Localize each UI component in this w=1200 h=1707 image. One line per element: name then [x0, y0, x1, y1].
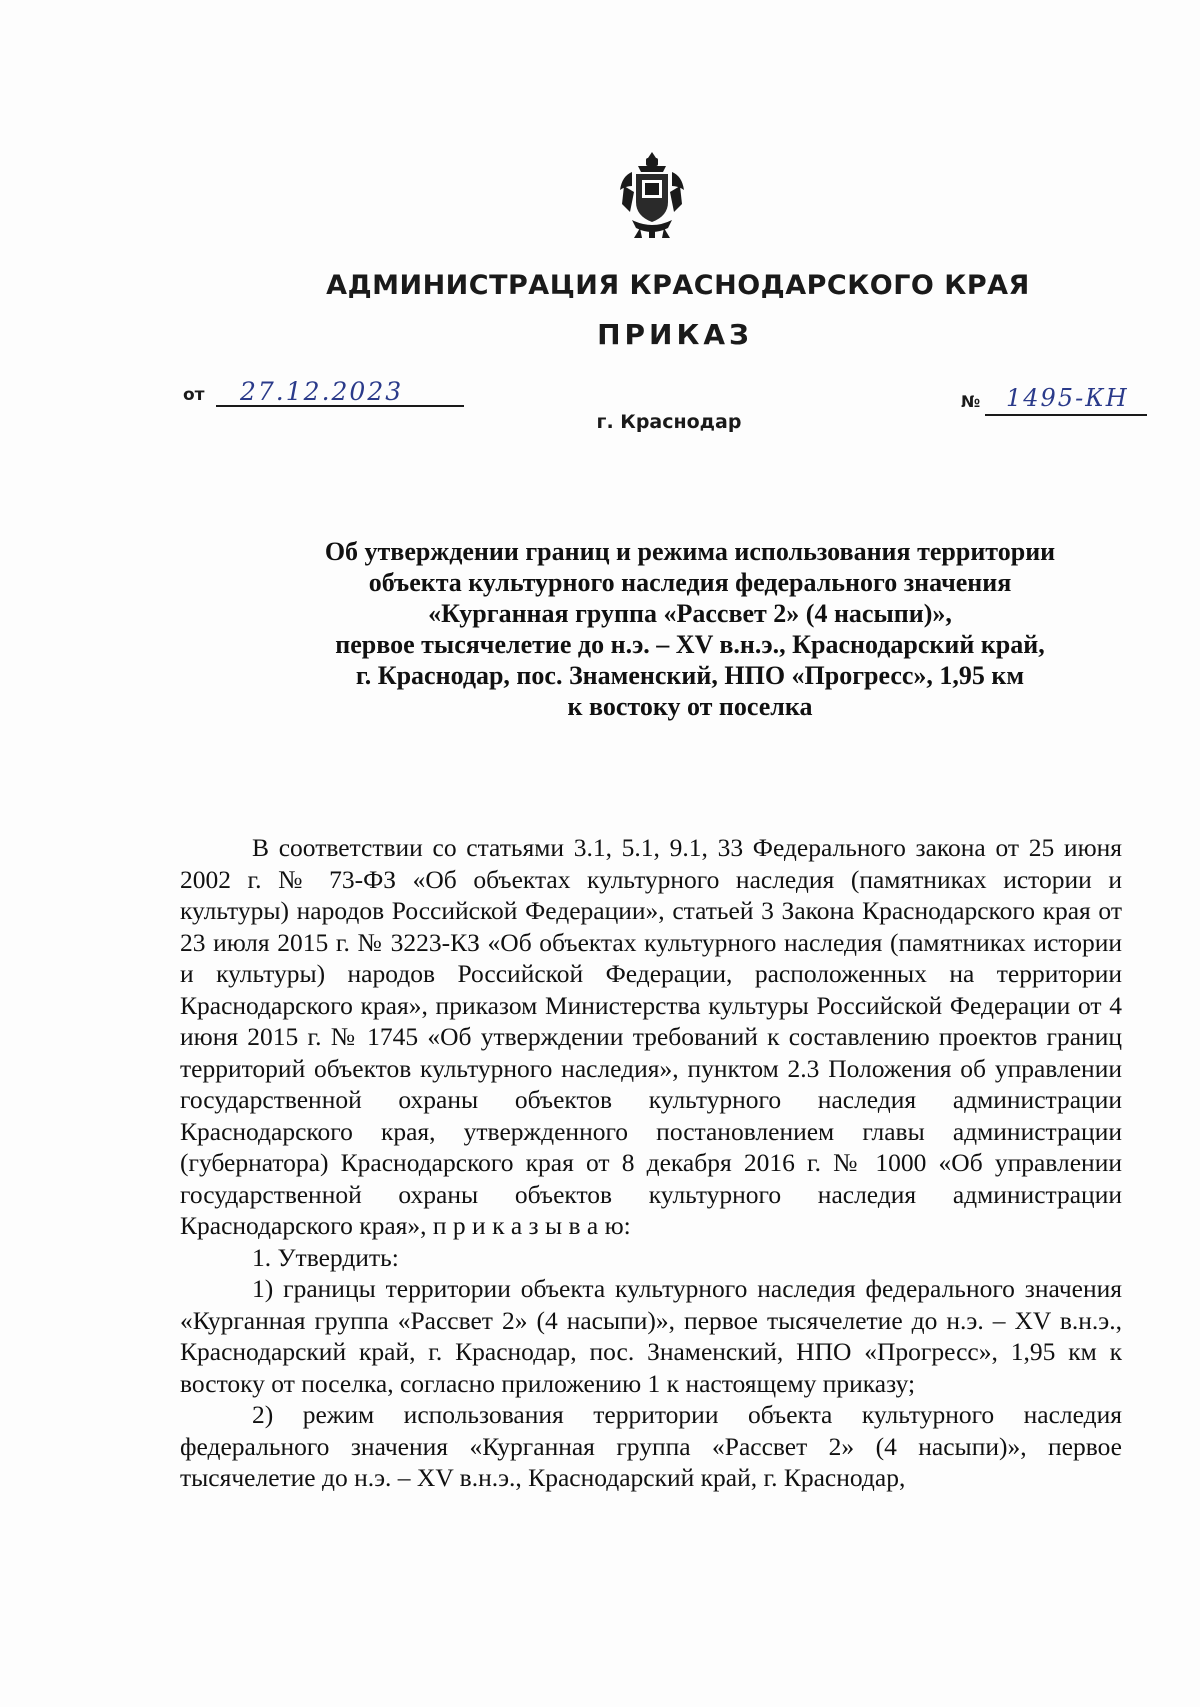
- city-name: г. Краснодар: [596, 411, 742, 433]
- document-type: ПРИКАЗ: [597, 318, 753, 351]
- subitem-1-paragraph: 1) границы территории объекта культурного наследия федерального значения «Курганная группа «Рассвет 2» (4 насыпи)», первое тысячелетие до н.э. – XV в.н.э., Краснодарский край, г. Краснодар, пос. Знаменский, НПО «Прогресс», 1,95 км к востоку от поселка, согласно приложению 1 к настоящему приказу;: [180, 1274, 1122, 1398]
- title-line: к востоку от поселка: [567, 692, 813, 721]
- coat-of-arms-emblem: [618, 150, 686, 240]
- subitem-2-paragraph: 2) режим использования территории объекта культурного наследия федерального значения «Курганная группа «Рассвет 2» (4 насыпи)», первое тысячелетие до н.э. – XV в.н.э., Краснодарский край, г. Краснодар,: [180, 1400, 1122, 1492]
- title-line: Об утверждении границ и режима использования территории: [324, 537, 1056, 566]
- date-label: от: [183, 385, 205, 405]
- handwritten-date: 27.12.2023: [240, 377, 404, 406]
- title-line: первое тысячелетие до н.э. – XV в.н.э., Краснодарский край,: [335, 630, 1045, 659]
- document-title: [240, 536, 1140, 722]
- item-1-heading: 1. Утвердить:: [252, 1242, 399, 1272]
- title-line: г. Краснодар, пос. Знаменский, НПО «Прогресс», 1,95 км: [355, 661, 1025, 690]
- number-label: №: [961, 392, 981, 411]
- document-body: [180, 832, 1122, 1494]
- preamble-paragraph: В соответствии со статьями 3.1, 5.1, 9.1, 33 Федерального закона от 25 июня 2002 г. № 73-ФЗ «Об объектах культурного наследия (памятниках истории и культуры) народов Российской Федерации», статьей 3 Закона Краснодарского края от 23 июля 2015 г. № 3223-КЗ «Об объектах культурного наследия (памятниках истории и культуры) народов Российской Федерации, расположенных на территории Краснодарского края», приказом Министерства культуры Российской Федерации от 4 июня 2015 г. № 1745 «Об утверждении требований к составлению проектов границ территорий объектов культурного наследия», пунктом 2.3 Положения об управлении государственной охраны объектов культурного наследия администрации Краснодарского края, утвержденного постановлением главы администрации (губернатора) Краснодарского края от 8 декабря 2016 г. № 1000 «Об управлении государственной охраны объектов культурного наследия администрации Краснодарского края», п р и к а з ы в а ю:: [180, 833, 1122, 1240]
- title-line: «Курганная группа «Рассвет 2» (4 насыпи)»,: [428, 599, 952, 628]
- title-line: объекта культурного наследия федерального значения: [368, 568, 1012, 597]
- organization-name: АДМИНИСТРАЦИЯ КРАСНОДАРСКОГО КРАЯ: [326, 270, 1030, 301]
- handwritten-number: 1495-КН: [1006, 384, 1129, 412]
